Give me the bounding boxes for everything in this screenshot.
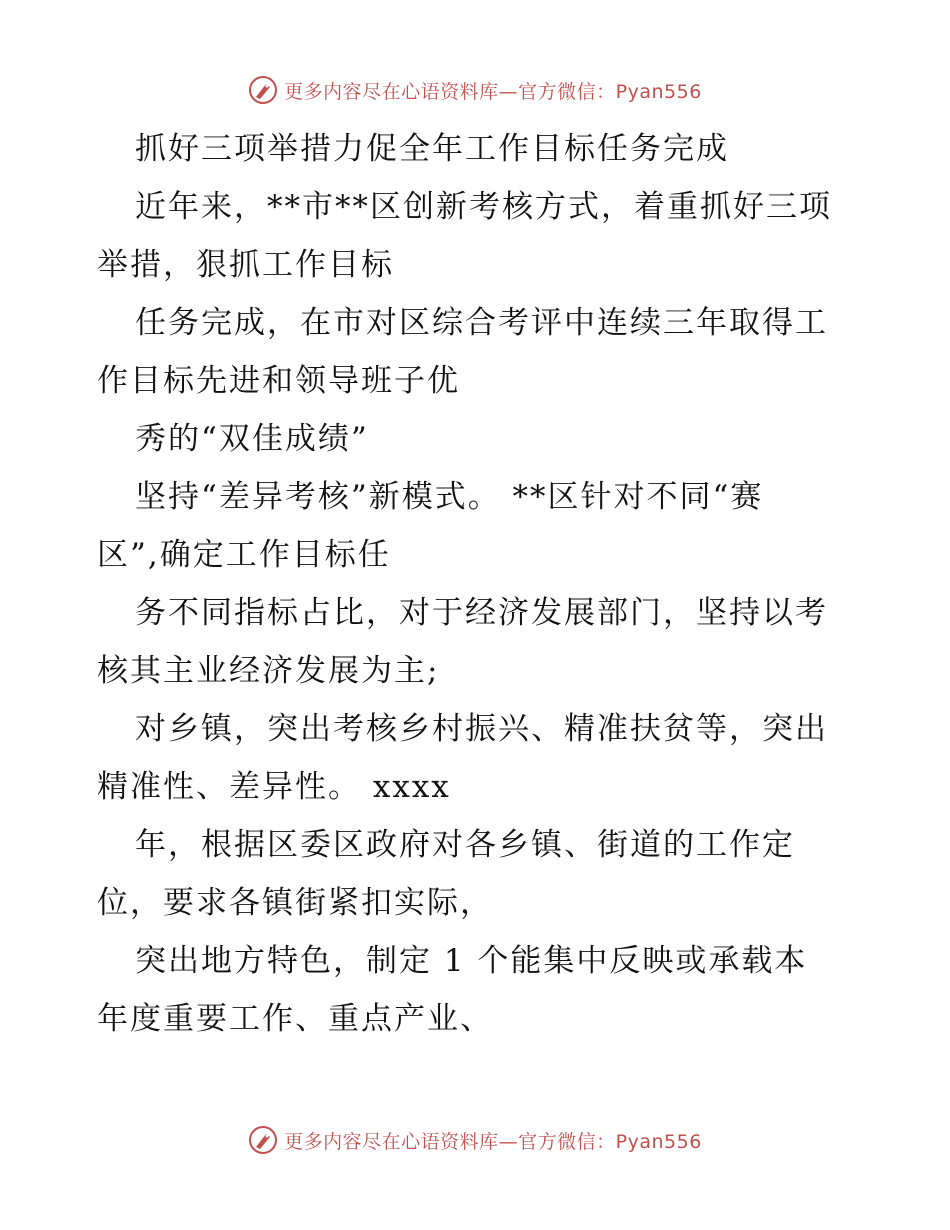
paragraph-line: 对乡镇，突出考核乡村振兴、精准扶贫等，突出	[135, 711, 828, 747]
paragraph-line: 年，根据区委区政府对各乡镇、街道的工作定	[135, 827, 795, 863]
pen-nib-logo-icon	[248, 75, 278, 105]
paragraph-line: 突出地方特色，制定 1 个能集中反映或承载本	[135, 943, 808, 979]
paragraph-line: 年度重要工作、重点产业、	[97, 1001, 493, 1037]
paragraph-line: 精准性、差异性。 xxxx	[97, 769, 451, 805]
page-footer-banner	[0, 1120, 950, 1160]
page-header-banner	[0, 70, 950, 110]
paragraph-line: 任务完成，在市对区综合考评中连续三年取得工	[135, 305, 828, 341]
pen-nib-logo-icon	[248, 1125, 278, 1155]
paragraph-line: 秀的“双佳成绩”	[135, 421, 369, 457]
footer-banner-text: 更多内容尽在心语资料库—官方微信：Pyan556	[284, 1130, 702, 1153]
paragraph-line: 核其主业经济发展为主;	[97, 653, 440, 689]
paragraph-line: 举措，狠抓工作目标	[97, 247, 394, 283]
document-title: 抓好三项举措力促全年工作目标任务完成	[135, 131, 729, 167]
paragraph-line: 位，要求各镇街紧扣实际，	[97, 885, 493, 921]
document-body	[97, 120, 857, 1048]
paragraph-line: 作目标先进和领导班子优	[97, 363, 460, 399]
paragraph-line: 务不同指标占比，对于经济发展部门，坚持以考	[135, 595, 828, 631]
paragraph-line: 坚持“差异考核”新模式。 **区针对不同“赛	[135, 479, 764, 515]
paragraph-line: 近年来，**市**区创新考核方式，着重抓好三项	[135, 189, 832, 225]
paragraph-line: 区”,确定工作目标任	[97, 537, 391, 573]
header-banner-text: 更多内容尽在心语资料库—官方微信：Pyan556	[284, 80, 702, 103]
